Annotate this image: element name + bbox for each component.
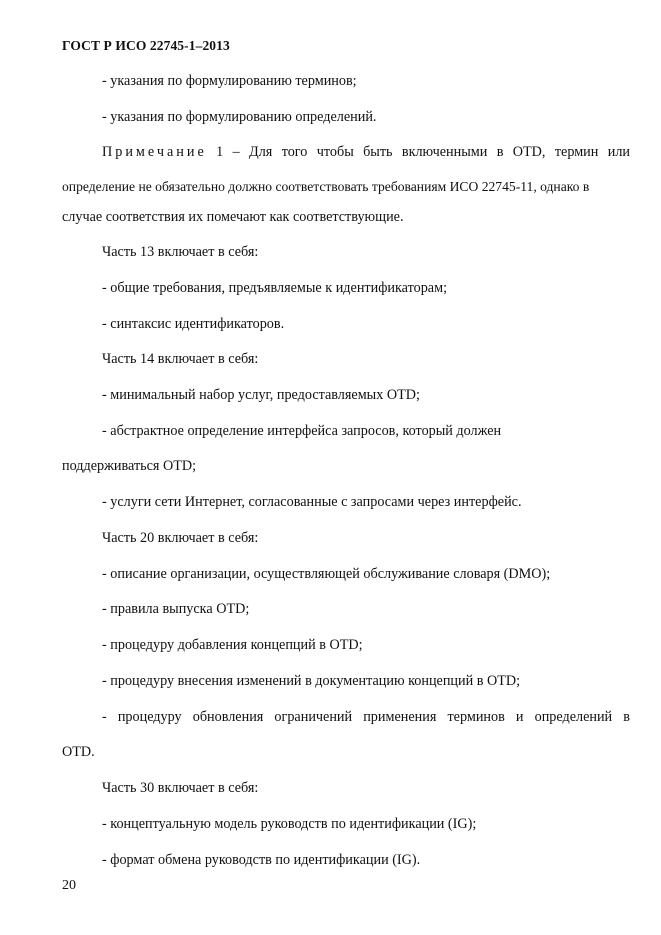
list-item: - концептуальную модель руководств по идентификации (IG);: [102, 816, 477, 832]
note-line: случае соответствия их помечают как соответствующие.: [62, 209, 404, 225]
list-item: - указания по формулированию определений.: [102, 109, 377, 125]
note-word: Для: [249, 144, 273, 160]
note-word: –: [232, 144, 240, 160]
note-word: 1: [216, 144, 224, 160]
item-word: -: [102, 709, 107, 725]
list-item: [102, 708, 630, 726]
note-line: определение не обязательно должно соответствовать требованиям ИСО 22745-11, однако в: [62, 179, 590, 194]
list-item: - общие требования, предъявляемые к идентификаторам;: [102, 280, 448, 296]
note-word: быть: [363, 144, 393, 160]
item-word: обновления: [192, 709, 264, 725]
note-word: в: [496, 144, 504, 160]
list-item-continuation: OTD.: [62, 744, 95, 760]
item-word: и: [515, 709, 524, 725]
section-heading: Часть 13 включает в себя:: [102, 244, 259, 260]
list-item: - описание организации, осуществляющей обслуживание словаря (DMO);: [102, 566, 551, 582]
item-word: определений: [534, 709, 613, 725]
list-item-continuation: поддерживаться OTD;: [62, 458, 197, 474]
section-heading: Часть 20 включает в себя:: [102, 530, 259, 546]
note-word: OTD,: [512, 144, 546, 160]
note-word: термин: [554, 144, 599, 160]
list-item: - указания по формулированию терминов;: [102, 73, 357, 89]
document-header: ГОСТ Р ИСО 22745-1–2013: [62, 38, 230, 53]
list-item: - синтаксис идентификаторов.: [102, 316, 285, 332]
note-word: включенными: [401, 144, 488, 160]
list-item: - процедуру добавления концепций в OTD;: [102, 637, 363, 653]
item-word: в: [623, 709, 630, 725]
section-heading: Часть 14 включает в себя:: [102, 351, 259, 367]
list-item: - услуги сети Интернет, согласованные с запросами через интерфейс.: [102, 494, 522, 510]
page-number: 20: [62, 878, 76, 893]
item-word: применения: [363, 709, 437, 725]
list-item: - минимальный набор услуг, предоставляемых OTD;: [102, 387, 420, 403]
note-word: или: [607, 144, 630, 160]
note-line: [102, 143, 630, 161]
note-word: чтобы: [316, 144, 354, 160]
list-item: - абстрактное определение интерфейса запросов, который должен: [102, 423, 502, 439]
section-heading: Часть 30 включает в себя:: [102, 780, 259, 796]
item-word: процедуру: [117, 709, 182, 725]
note-word: того: [281, 144, 308, 160]
list-item: - правила выпуска OTD;: [102, 601, 250, 617]
item-word: ограничений: [274, 709, 353, 725]
note-word: Примечание: [102, 144, 207, 160]
list-item: - процедуру внесения изменений в документацию концепций в OTD;: [102, 673, 521, 689]
list-item: - формат обмена руководств по идентификации (IG).: [102, 852, 421, 868]
item-word: терминов: [447, 709, 505, 725]
